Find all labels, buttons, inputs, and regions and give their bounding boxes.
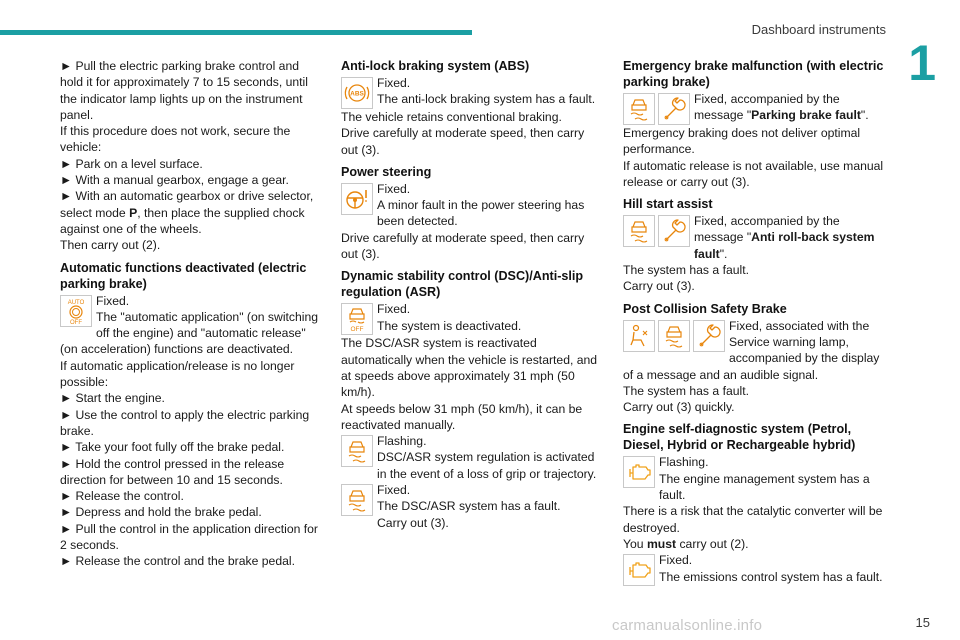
driver-seat-icon — [623, 320, 655, 352]
text-line: The system has a fault. — [623, 383, 749, 398]
text-line: Fixed, associated with the Service warning lamp, accompanied by the display of a message and an audible signal. — [623, 318, 880, 382]
engine-fixed-icon — [623, 554, 655, 586]
text-line: ► Use the control to apply the electric parking brake. — [60, 407, 310, 438]
text-line: Carry out (3). — [623, 279, 695, 294]
text-line: ► Release the control and the brake pedal. — [60, 554, 295, 569]
text-line: Fixed. — [96, 293, 130, 308]
heading-engine-diagnostic: Engine self-diagnostic system (Petrol, Diesel, Hybrid or Rechargeable hybrid) — [623, 422, 856, 453]
car-skid-icon — [623, 215, 655, 247]
heading-emergency-brake: Emergency brake malfunction (with electric parking brake) — [623, 59, 884, 89]
text-line: Carry out (3). — [377, 515, 449, 530]
heading-auto-functions: Automatic functions deactivated (electric parking brake) — [60, 260, 307, 291]
text-line: Fixed. — [377, 76, 411, 90]
text-line: Flashing. — [377, 434, 427, 449]
dsc-flashing-icon — [341, 435, 373, 467]
text-line: DSC/ASR system regulation is activated in the event of a loss of grip or trajectory. — [377, 450, 597, 481]
text-line: Flashing. — [659, 455, 709, 470]
text-line: ► Park on a level surface. — [60, 156, 203, 171]
text-line: The anti-lock braking system has a fault. — [377, 92, 596, 107]
heading-power-steering: Power steering — [341, 164, 432, 179]
column-2 — [341, 58, 603, 531]
text-line: If automatic application/release is no longer possible: — [60, 358, 295, 390]
svg-text:AUTO: AUTO — [67, 299, 85, 306]
text-line: ► Hold the control pressed in the release direction for between 10 and 15 seconds. — [60, 456, 285, 487]
text-line: You must carry out (2). — [623, 536, 749, 551]
svg-text:OFF: OFF — [350, 326, 364, 334]
text-line: Fixed, accompanied by the message "Anti roll-back system fault". — [694, 214, 875, 261]
text-line: At speeds below 31 mph (50 km/h), it can be reactivated manually. — [341, 401, 583, 432]
column-1 — [60, 58, 322, 570]
column-3 — [623, 58, 885, 586]
text-line: Fixed. — [377, 483, 411, 498]
text-line: ► Depress and hold the brake pedal. — [60, 505, 262, 520]
wrench-icon — [658, 93, 690, 125]
heading-post-collision: Post Collision Safety Brake — [623, 301, 787, 316]
text-line: The system is deactivated. — [377, 318, 522, 333]
text-line: Emergency braking does not deliver optimal performance. — [623, 126, 861, 157]
car-skid-icon — [658, 320, 690, 352]
text-line: Fixed. — [377, 181, 411, 196]
heading-hill-start: Hill start assist — [623, 197, 713, 212]
text-line: The system has a fault. — [623, 263, 749, 278]
text-line: A minor fault in the power steering has been detected. — [377, 198, 585, 229]
text-line: If automatic release is not available, use manual release or carry out (3). — [623, 158, 884, 189]
engine-flashing-icon — [623, 456, 655, 488]
wrench-icon — [693, 320, 725, 352]
header-accent-bar — [0, 30, 472, 35]
auto-off-warning-icon — [60, 295, 92, 327]
text-line: There is a risk that the catalytic converter will be destroyed. — [623, 504, 883, 535]
steering-wheel-warning-icon — [341, 183, 373, 215]
text-line: The "automatic application" (on switching off the engine) and "automatic release" (on acceleration) functions are deactivated. — [60, 309, 319, 357]
text-line: Drive carefully at moderate speed, then carry out (3). — [341, 230, 585, 262]
text-line: The emissions control system has a fault. — [659, 569, 883, 584]
page-number: 15 — [915, 615, 930, 630]
text-line: Carry out (3) quickly. — [623, 400, 735, 415]
text-line: ► Pull the control in the application direction for 2 seconds. — [60, 521, 318, 553]
text-line: If this procedure does not work, secure the vehicle: — [60, 124, 291, 155]
text-line: The DSC/ASR system is reactivated automatically when the vehicle is restarted, and at speeds above approximately 31 mph (50 km/h). — [341, 336, 598, 400]
text-line: ► Pull the electric parking brake control and hold it for approximately 7 to 15 seconds, until the indicator lamp lights up on the instrument panel. — [60, 59, 308, 122]
text-line: ► Take your foot fully off the brake pedal. — [60, 440, 285, 455]
text-line: The engine management system has a fault. — [659, 471, 870, 503]
text-line: Then carry out (2). — [60, 238, 161, 253]
text-line: ► Start the engine. — [60, 391, 165, 406]
wrench-icon — [658, 215, 690, 247]
text-line: Fixed. — [377, 302, 411, 317]
chapter-number: 1 — [908, 35, 936, 91]
section-title: Dashboard instruments — [751, 22, 886, 37]
text-line: The DSC/ASR system has a fault. — [377, 499, 561, 514]
car-skid-icon — [623, 93, 655, 125]
text-line: ► With a manual gearbox, engage a gear. — [60, 173, 289, 188]
text-line: Fixed. — [659, 553, 693, 568]
svg-text:ABS: ABS — [350, 90, 364, 98]
text-line: The vehicle retains conventional braking. — [341, 110, 562, 124]
svg-text:OFF: OFF — [70, 319, 82, 325]
text-line: Fixed, accompanied by the message "Parking brake fault". — [694, 92, 869, 123]
text-line: Drive carefully at moderate speed, then carry out (3). — [341, 126, 585, 157]
dsc-fault-icon — [341, 484, 373, 516]
text-line: ► Release the control. — [60, 489, 184, 504]
abs-warning-icon — [341, 77, 373, 109]
heading-abs: Anti-lock braking system (ABS) — [341, 59, 530, 73]
dsc-off-icon — [341, 303, 373, 335]
heading-dsc-asr: Dynamic stability control (DSC)/Anti-slip regulation (ASR) — [341, 269, 584, 300]
watermark: carmanualsonline.info — [612, 617, 763, 634]
text-line: ► With an automatic gearbox or drive selector, select mode P, then place the supplied chock against one of the wheels. — [60, 189, 314, 236]
